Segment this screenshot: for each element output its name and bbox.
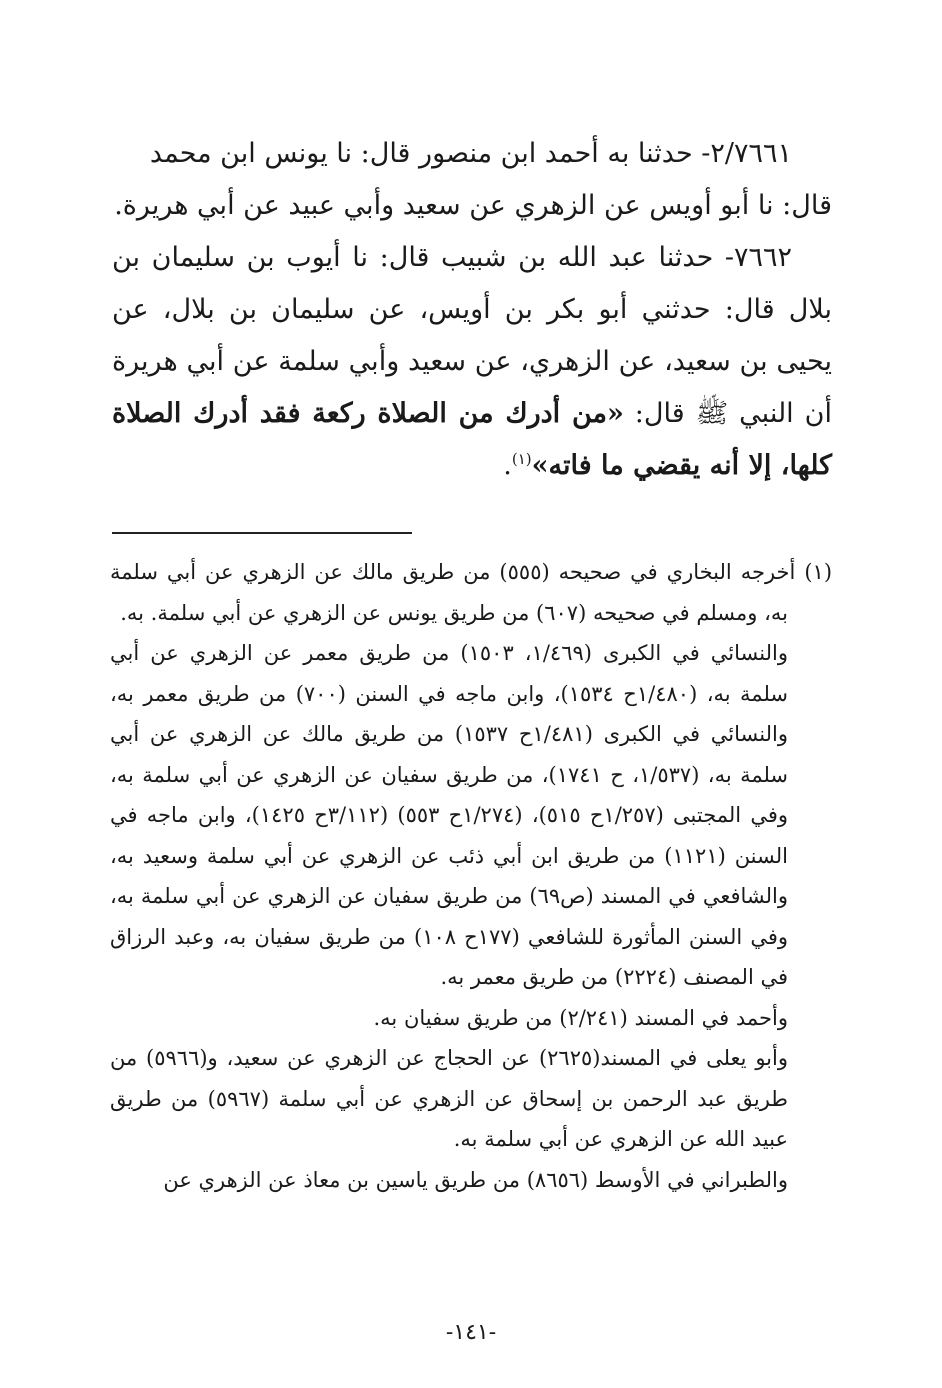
footnote-1-paragraph: والنسائي في الكبرى (١/٤٦٩، ١٥٠٣) من طريق معمر عن الزهري عن أبي سلمة به، (١/٤٨٠ح ١٥٣٤)، وابن ماجه في السنن (٧٠٠) من طريق معمر به، والنسائي في الكبرى (١/٤٨١ح ١٥٣٧) من طريق مالك عن الزهري عن أبي سلمة به، (١/٥٣٧، ح ١٧٤١)، من طريق سفيان عن الزهري عن أبي سلمة به، وفي المجتبى (١/٢٥٧ح ٥١٥)، (١/٢٧٤ح ٥٥٣) (٣/١١٢ح ١٤٢٥)، وابن ماجه في السنن (١١٢١) من طريق ابن أبي ذئب عن الزهري عن أبي سلمة وسعيد به، والشافعي في المسند (ص٦٩) من طريق سفيان عن الزهري عن أبي سلمة به، وفي السنن المأثورة للشافعي (١٧٧ح ١٠٨) من طريق سفيان به، وعبد الرزاق في المصنف (٢٢٢٤) من طريق معمر به. [110, 641, 789, 989]
footnote-1-paragraph: وأبو يعلى في المسند(٢٦٢٥) عن الحجاج عن الزهري عن سعيد، و(٥٩٦٦) من طريق عبد الرحمن بن إسحاق عن الزهري عن أبي سلمة (٥٩٦٧) من طريق عبيد الله عن الزهري عن أبي سلمة به. [110, 1046, 788, 1151]
hadith-7661-line2: قال: نا أبو أويس عن الزهري عن سعيد وأبي عبيد عن أبي هريرة. [114, 190, 832, 221]
footnote-separator [112, 532, 412, 534]
footnotes [110, 552, 832, 1200]
footnote-1-paragraph: وأحمد في المسند (٢/٢٤١) من طريق سفيان به. [373, 1005, 788, 1030]
hadith-7661-line1: ٢/٧٦٦١- حدثنا به أحمد ابن منصور قال: نا يونس ابن محمد [149, 138, 792, 169]
hadith-7662 [112, 232, 832, 492]
end-mark: . [503, 450, 512, 481]
main-text [112, 128, 832, 492]
footnote-1-paragraph: والطبراني في الأوسط (٨٦٥٦) من طريق ياسين بن معاذ عن الزهري عن [163, 1167, 788, 1192]
footnote-1: (١) أخرجه البخاري في صحيحه (٥٥٥) من طريق مالك عن الزهري عن أبي سلمة به، ومسلم في صحيحه (٦٠٧) من طريق يونس عن الزهري عن أبي سلمة. به. [110, 560, 833, 625]
page-number: -١٤١- [445, 1320, 497, 1345]
footnote-reference: (١) [511, 450, 532, 468]
hadith-7662-isnad: ٧٦٦٢- حدثنا عبد الله بن شبيب قال: نا أيوب بن سليمان بن بلال قال: حدثني أبو بكر بن أويس، عن سليمان بن بلال، عن يحيى بن سعيد، عن الزهري، عن سعيد وأبي سلمة عن أبي هريرة أن النبي ﷺ قال: [112, 242, 832, 429]
hadith-7662-matn: «من أدرك من الصلاة ركعة فقد أدرك الصلاة كلها، إلا أنه يقضي ما فاته» [112, 398, 832, 481]
